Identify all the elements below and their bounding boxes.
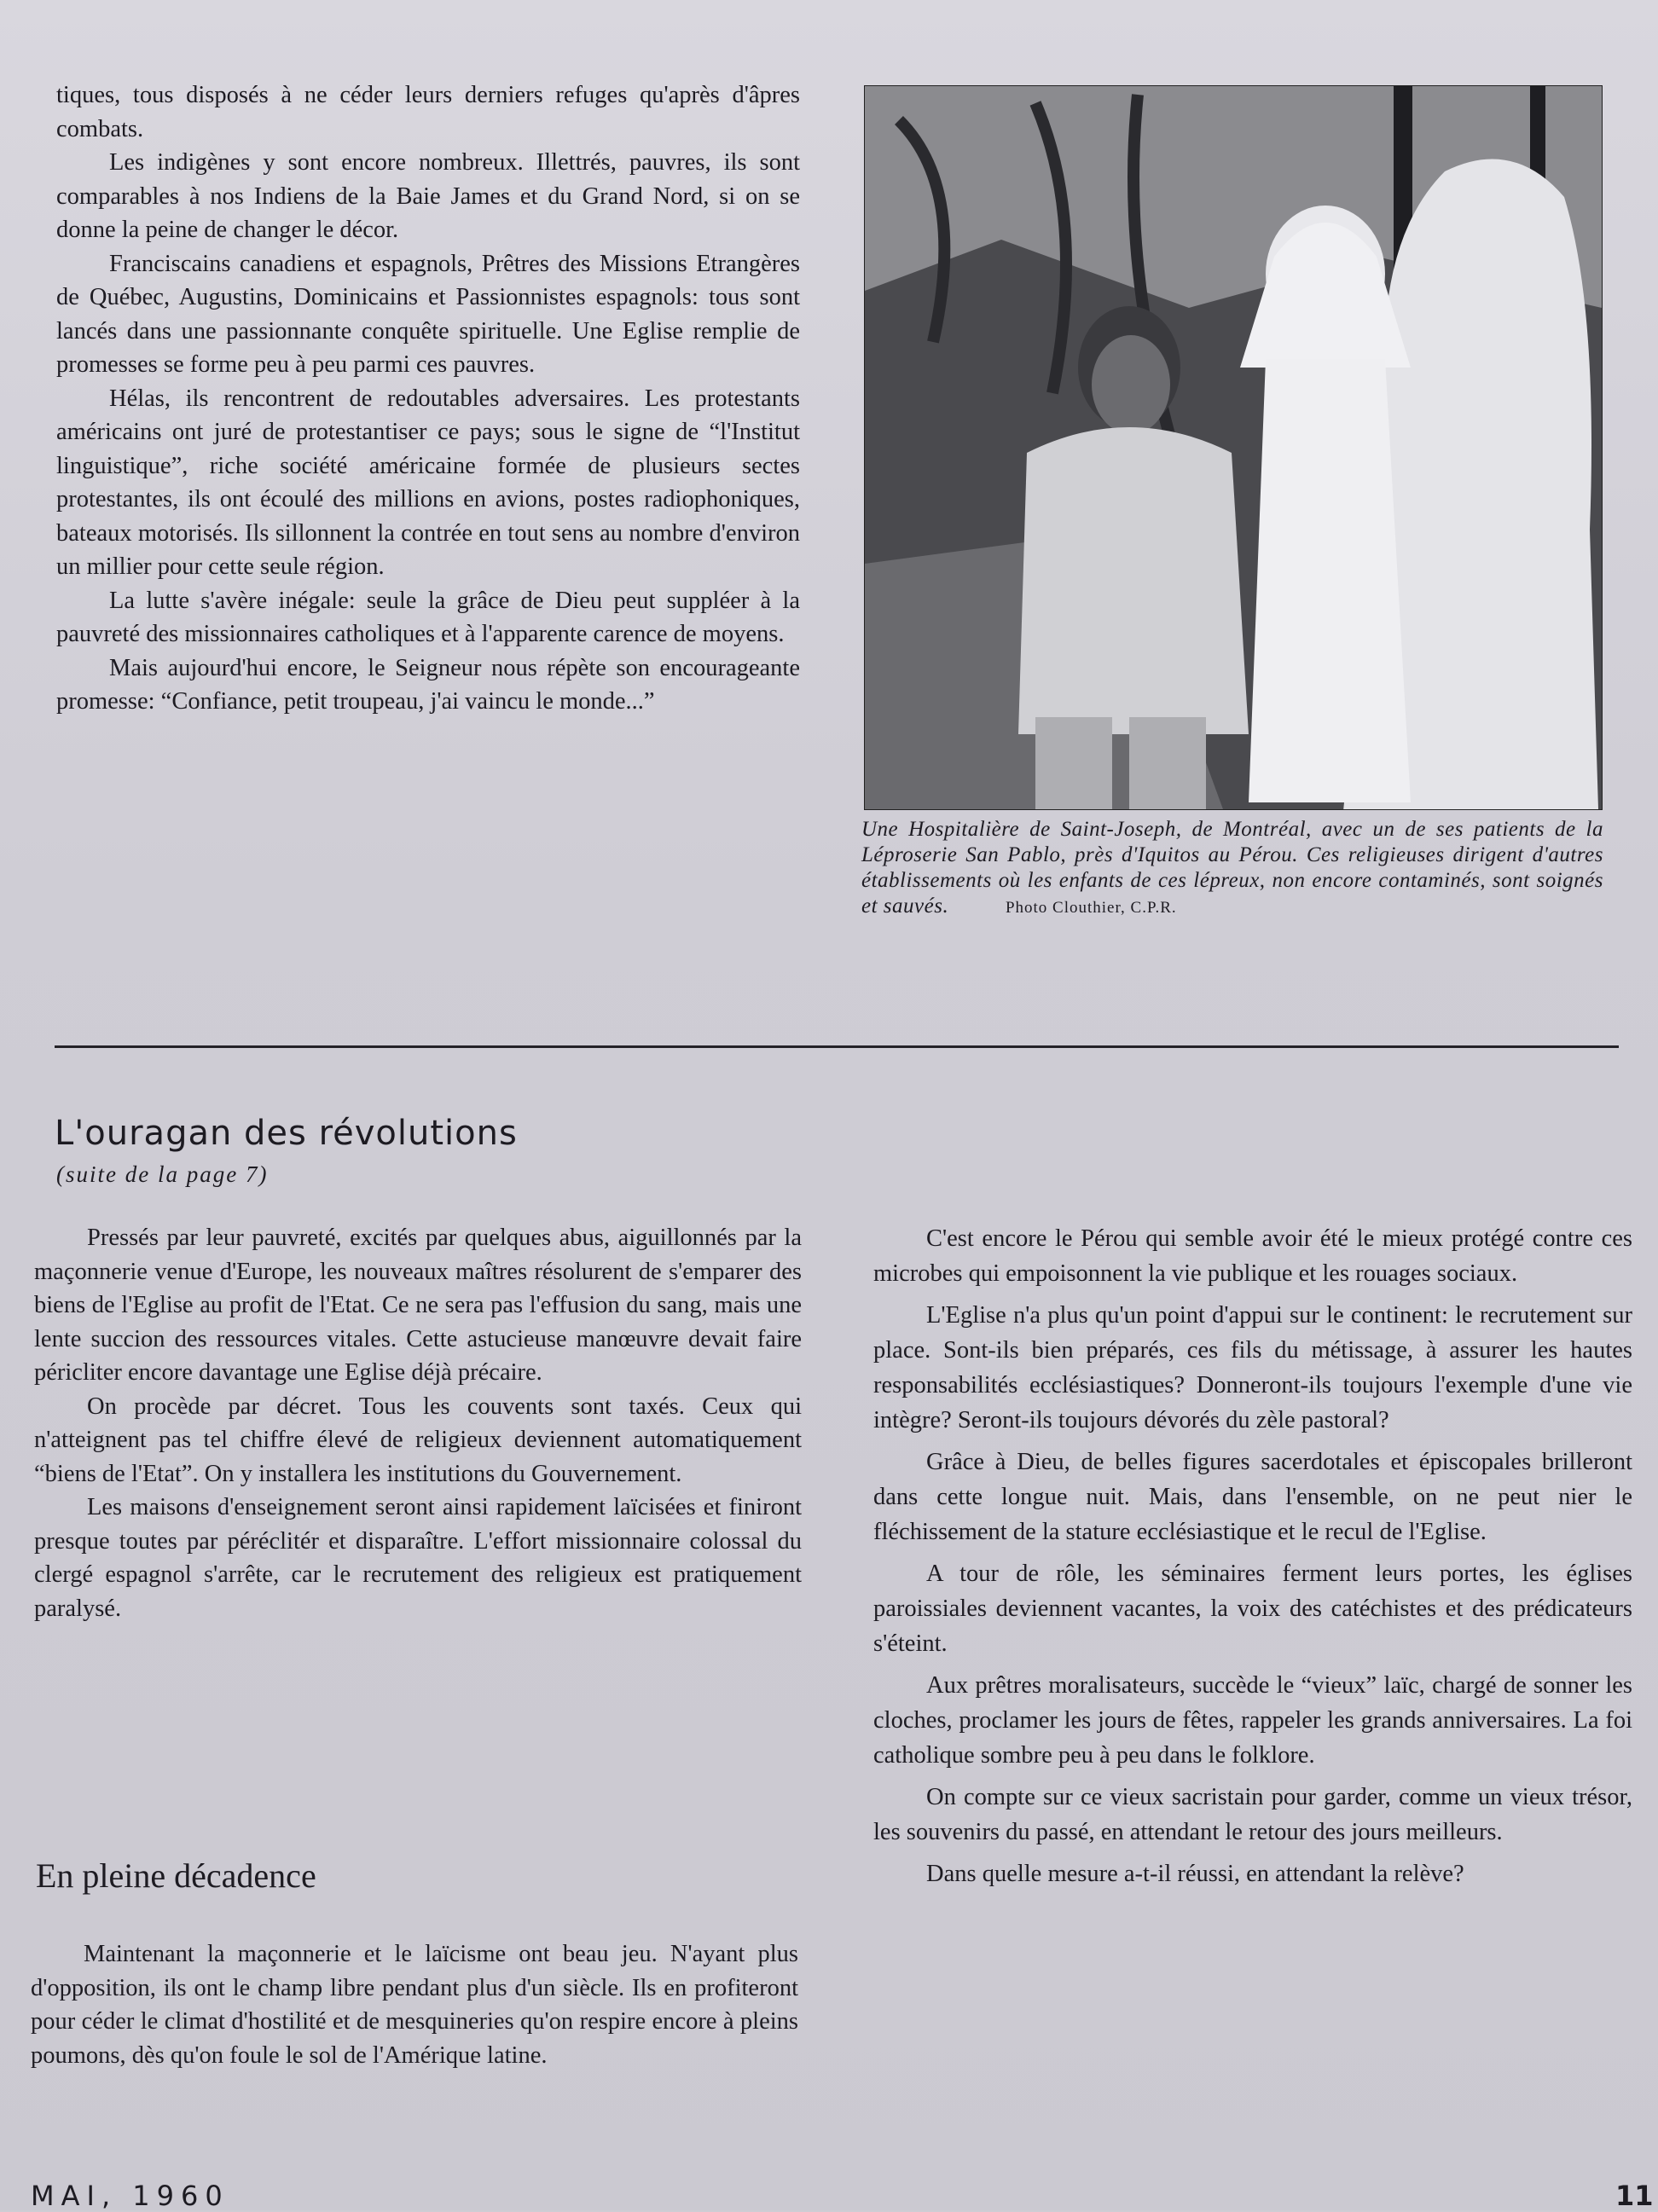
section-divider — [55, 1045, 1619, 1048]
paragraph: Aux prêtres moralisateurs, succède le “vieux” laïc, chargé de sonner les cloches, proclamer les jours de fêtes, rappeler les grands anniversaires. La foi catholique sombre peu à peu dans le folklore. — [873, 1672, 1632, 1769]
article-right-column — [873, 1221, 1632, 1898]
paragraph: C'est encore le Pérou qui semble avoir été le mieux protégé contre ces microbes qui empoisonnent la vie publique et les rouages sociaux. — [873, 1225, 1632, 1287]
article-subtitle: (suite de la page 7) — [56, 1161, 269, 1187]
paragraph: On compte sur ce vieux sacristain pour garder, comme un vieux trésor, les souvenirs du passé, en attendant le retour des jours meilleurs. — [873, 1784, 1632, 1845]
paragraph: Hélas, ils rencontrent de redoutables adversaires. Les protestants américains ont juré de protestantiser ce pays; sous le signe de “l'Institut linguistique”, riche société américaine formée de plusieurs sectes protestantes, ils ont écoulé des millions en avions, postes radiophoniques, bateaux motorisés. Ils sillonnent la contrée en tout sens au nombre d'environ un millier pour cette seule région. — [56, 385, 800, 580]
article-left-column — [34, 1221, 802, 1625]
paragraph: tiques, tous disposés à ne céder leurs derniers refuges qu'après d'âpres combats. — [56, 82, 800, 142]
photo-caption — [861, 817, 1603, 921]
paragraph: A tour de rôle, les séminaires ferment leurs portes, les églises paroissiales deviennent vacantes, la voix des catéchistes et des prédicateurs s'éteint. — [873, 1561, 1632, 1657]
photo-illustration — [865, 86, 1602, 809]
paragraph: Maintenant la maçonnerie et le laïcisme ont beau jeu. N'ayant plus d'opposition, ils ont le champ libre pendant plus d'un siècle. Ils en profiteront pour céder le climat d'hostilité et de mesquineries qu'on respire encore à pleins poumons, dès qu'on foule le sol de l'Amérique latine. — [31, 1941, 798, 2069]
section-heading: En pleine décadence — [36, 1856, 316, 1895]
paragraph: Pressés par leur pauvreté, excités par quelques abus, aiguillonnés par la maçonnerie venue d'Europe, les nouveaux maîtres résolurent de s'emparer des biens de l'Eglise au profit de l'Etat. Ce ne sera pas l'effusion du sang, mais une lente succion des ressources vitales. Cette astucieuse manœuvre devait faire péricliter encore davantage une Eglise déjà précaire. — [34, 1225, 802, 1386]
paragraph: La lutte s'avère inégale: seule la grâce de Dieu peut suppléer à la pauvreté des missionnaires catholiques et à l'apparente carence de moyens. — [56, 587, 800, 647]
photograph — [864, 85, 1603, 810]
paragraph: Les maisons d'enseignement seront ainsi rapidement laïcisées et finiront presque toutes par péréclitér et disparaître. L'effort missionnaire colossal du clergé espagnol s'arrête, car le recrutement des religieux est pratiquement paralysé. — [34, 1494, 802, 1622]
paragraph: Dans quelle mesure a-t-il réussi, en attendant la relève? — [926, 1861, 1464, 1887]
page-number: 11 — [1615, 2180, 1654, 2212]
paragraph: Mais aujourd'hui encore, le Seigneur nous répète son encourageante promesse: “Confiance, petit troupeau, j'ai vaincu le monde...” — [56, 654, 800, 715]
section2-column — [31, 1937, 798, 2072]
issue-date: MAI, 1960 — [31, 2180, 229, 2212]
paragraph: On procède par décret. Tous les couvents sont taxés. Ceux qui n'atteignent pas tel chiffre élevé de religieux deviennent automatiquement “biens de l'Etat”. On y installera les institutions du Gouvernement. — [34, 1393, 802, 1487]
caption-text: Une Hospitalière de Saint-Joseph, de Montréal, avec un de ses patients de la Léproserie San Pablo, près d'Iquitos au Pérou. Ces religieuses dirigent d'autres établissements où les enfants de ces lépreux, non encore contaminés, sont soignés et sauvés. — [861, 818, 1603, 918]
article-title: L'ouragan des révolutions — [55, 1114, 518, 1153]
top-left-column — [56, 78, 800, 719]
paragraph: Franciscains canadiens et espagnols, Prêtres des Missions Etrangères de Québec, Augustins, Dominicains et Passionnistes espagnols: tous sont lancés dans une passionnante conquête spirituelle. Une Eglise remplie de promesses se forme peu à peu parmi ces pauvres. — [56, 250, 800, 378]
paragraph: Les indigènes y sont encore nombreux. Illettrés, pauvres, ils sont comparables à nos Indiens de la Baie James et du Grand Nord, si on se donne la peine de changer le décor. — [56, 149, 800, 243]
paragraph: L'Eglise n'a plus qu'un point d'appui sur le continent: le recrutement sur place. Sont-ils bien préparés, ces fils du métissage, à assurer les hautes responsabilités ecclésiastiques? Donneront-ils toujours l'exemple d'une vie intègre? Seront-ils toujours dévorés du zèle pastoral? — [873, 1302, 1632, 1433]
paragraph: Grâce à Dieu, de belles figures sacerdotales et épiscopales brilleront dans cette longue nuit. Mais, dans l'ensemble, on ne peut nier le fléchissement de la stature ecclésiastique et le recul de l'Eglise. — [873, 1449, 1632, 1545]
photo-credit: Photo Clouthier, C.P.R. — [1005, 899, 1177, 917]
